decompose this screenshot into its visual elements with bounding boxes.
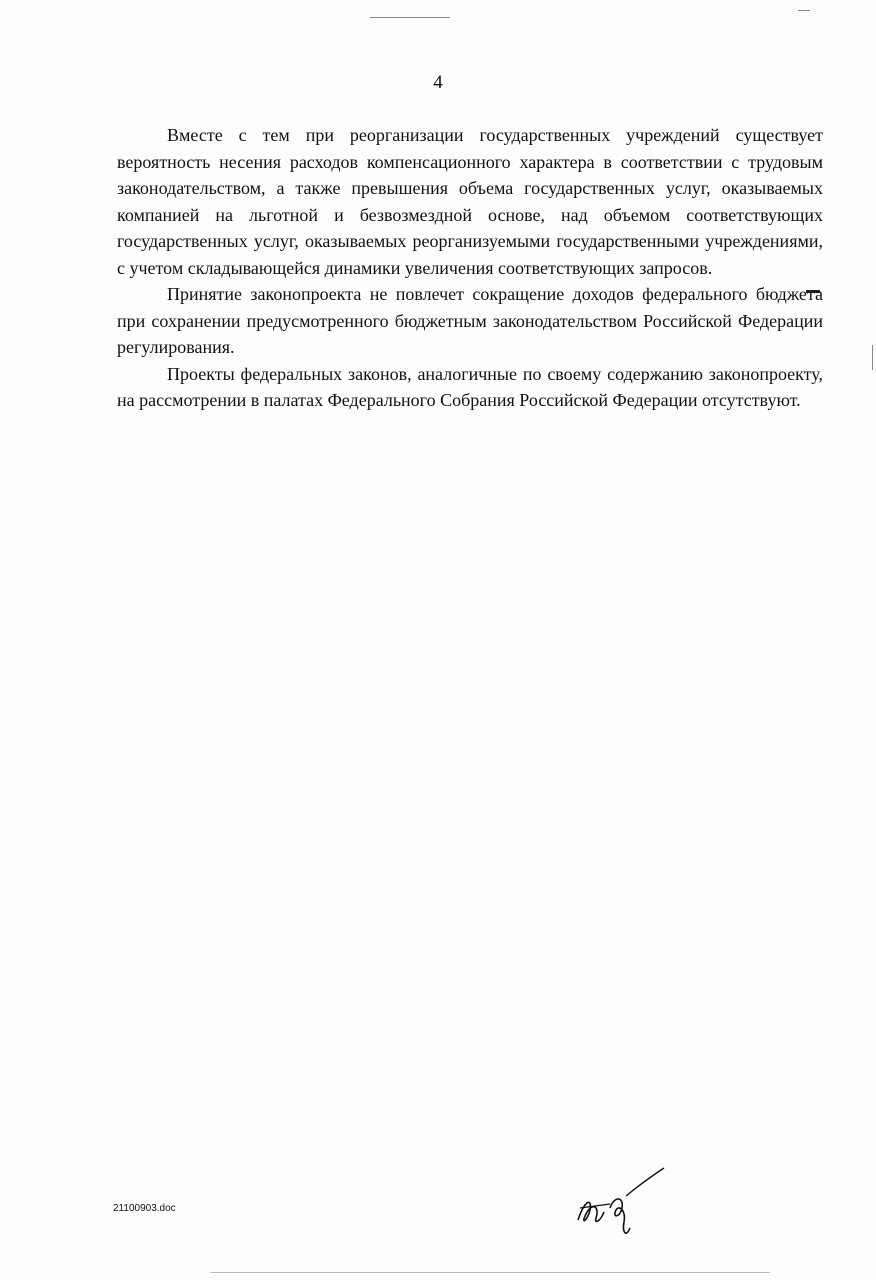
- scan-artifact-right-edge: [872, 345, 873, 370]
- scan-artifact-top: [370, 17, 450, 18]
- paragraph-reorganization-costs: Вместе с тем при реорганизации государственных учреждений существует вероятность несения расходов компенсационного характера в соответствии с трудовым законодательством, а также превышения объема государственных услуг, оказываемых компанией на льготной и безвозмездной основе, над объемом соответствующих государственных услуг, оказываемых реорганизуемыми государственными учреждениями, с учетом складывающейся динамики увеличения соответствующих запросов.: [117, 125, 823, 278]
- page-number: 4: [433, 72, 443, 93]
- paragraph-budget-revenue: Принятие законопроекта не повлечет сокращение доходов федерального бюджета при сохранении предусмотренного бюджетным законодательством Российской Федерации регулирования.: [117, 284, 823, 357]
- handwritten-signature: [570, 1162, 670, 1242]
- scan-artifact-bottom: [210, 1272, 770, 1273]
- document-body: [117, 122, 823, 414]
- paragraph-similar-bills: Проекты федеральных законов, аналогичные по своему содержанию законопроекту, на рассмотрении в палатах Федерального Собрания Российской Федерации отсутствуют.: [117, 363, 823, 410]
- footer-file-name: 21100903.doc: [113, 1203, 176, 1214]
- scan-artifact-top-right: [798, 10, 810, 11]
